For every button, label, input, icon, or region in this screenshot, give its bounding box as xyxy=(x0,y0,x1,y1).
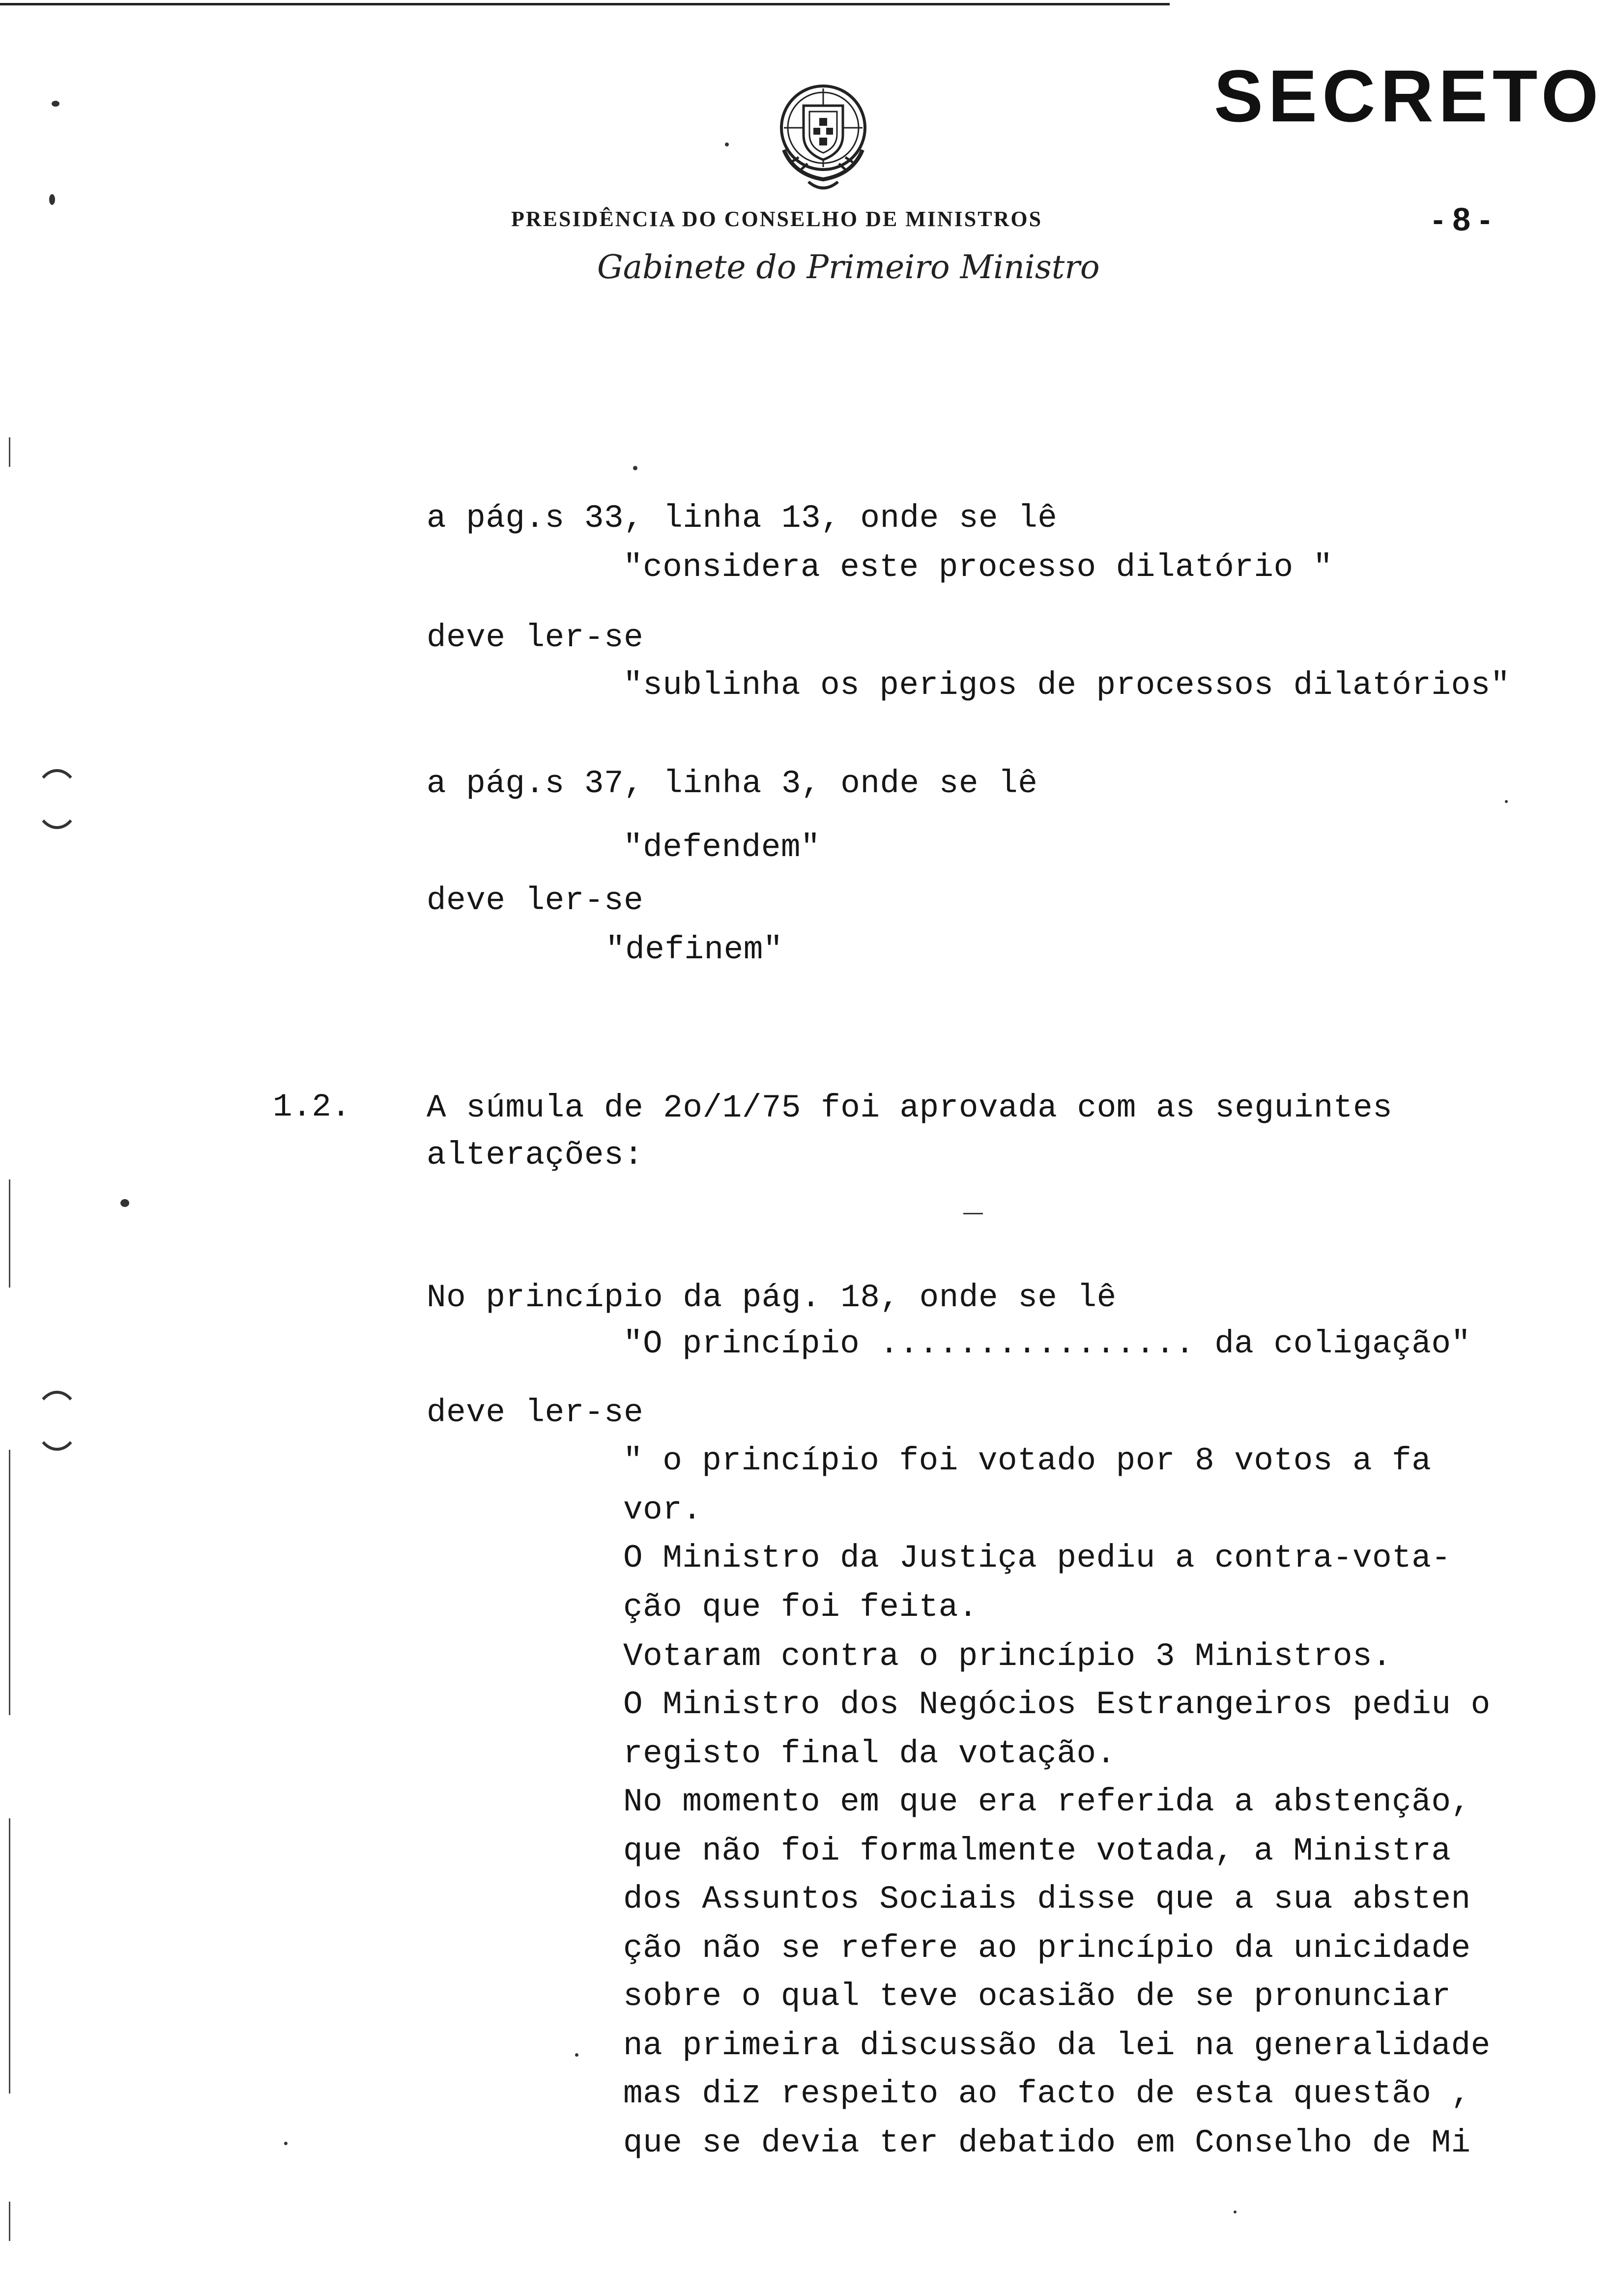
margin-mark xyxy=(9,2202,10,2241)
text-line: "definem" xyxy=(605,931,783,968)
top-rule xyxy=(0,3,1170,5)
speck xyxy=(52,101,59,107)
text-line: que se devia ter debatido em Conselho de Mi xyxy=(623,2124,1471,2161)
text-line: "defendem" xyxy=(623,829,821,866)
text-line: deve ler-se xyxy=(427,1394,644,1431)
text-line: mas diz respeito ao facto de esta questão , xyxy=(623,2075,1471,2112)
margin-mark xyxy=(9,437,10,467)
institution-heading: PRESIDÊNCIA DO CONSELHO DE MINISTROS xyxy=(511,207,1043,231)
classification-stamp: SECRETO xyxy=(1214,55,1604,137)
text-line: No momento em que era referida a abstenção, xyxy=(623,1783,1471,1820)
text-line: Votaram contra o princípio 3 Ministros. xyxy=(623,1638,1392,1675)
punch-hole xyxy=(34,1391,80,1451)
speck xyxy=(49,194,55,205)
text-line: vor. xyxy=(623,1492,702,1528)
margin-mark xyxy=(9,1179,10,1288)
coat-of-arms-icon xyxy=(764,71,882,197)
text-line: O Ministro dos Negócios Estrangeiros pediu o xyxy=(623,1686,1491,1723)
text-line: a pág.s 33, linha 13, onde se lê xyxy=(427,500,1058,537)
speck xyxy=(120,1199,129,1207)
speck xyxy=(1505,800,1508,803)
text-line: O Ministro da Justiça pediu a contra-vota- xyxy=(623,1540,1451,1577)
speck xyxy=(725,143,729,146)
margin-mark xyxy=(9,1818,10,2094)
text-line: alterações: xyxy=(427,1137,644,1174)
speck xyxy=(963,1213,983,1214)
text-line: No princípio da pág. 18, onde se lê xyxy=(427,1279,1117,1316)
text-line: ção que foi feita. xyxy=(623,1589,978,1626)
text-line: "O princípio ................ da coligação" xyxy=(623,1325,1471,1362)
text-line: "considera este processo dilatório " xyxy=(623,549,1333,586)
text-line: dos Assuntos Sociais disse que a sua absten xyxy=(623,1881,1471,1918)
office-subheading: Gabinete do Primeiro Ministro xyxy=(597,248,1100,286)
margin-mark xyxy=(9,1450,10,1715)
text-line: sobre o qual teve ocasião de se pronunciar xyxy=(623,1978,1451,2015)
text-line: ção não se refere ao princípio da unicidade xyxy=(623,1930,1471,1967)
text-line: deve ler-se xyxy=(427,619,644,656)
speck xyxy=(575,2053,578,2057)
punch-hole xyxy=(34,769,80,829)
text-line: que não foi formalmente votada, a Ministra xyxy=(623,1833,1451,1869)
speck xyxy=(1234,2210,1237,2213)
text-line: deve ler-se xyxy=(427,882,644,919)
text-line: na primeira discussão da lei na generalidade xyxy=(623,2027,1491,2064)
text-line: registo final da votação. xyxy=(623,1735,1116,1772)
text-line: A súmula de 2o/1/75 foi aprovada com as seguintes xyxy=(427,1090,1393,1126)
speck xyxy=(284,2142,288,2145)
speck xyxy=(633,466,637,470)
page-number: - 8 - xyxy=(1433,201,1491,237)
text-line: "sublinha os perigos de processos dilatórios" xyxy=(623,667,1510,704)
section-number: 1.2. xyxy=(273,1089,351,1125)
text-line: " o princípio foi votado por 8 votos a fa xyxy=(623,1442,1432,1479)
text-line: a pág.s 37, linha 3, onde se lê xyxy=(427,765,1038,802)
